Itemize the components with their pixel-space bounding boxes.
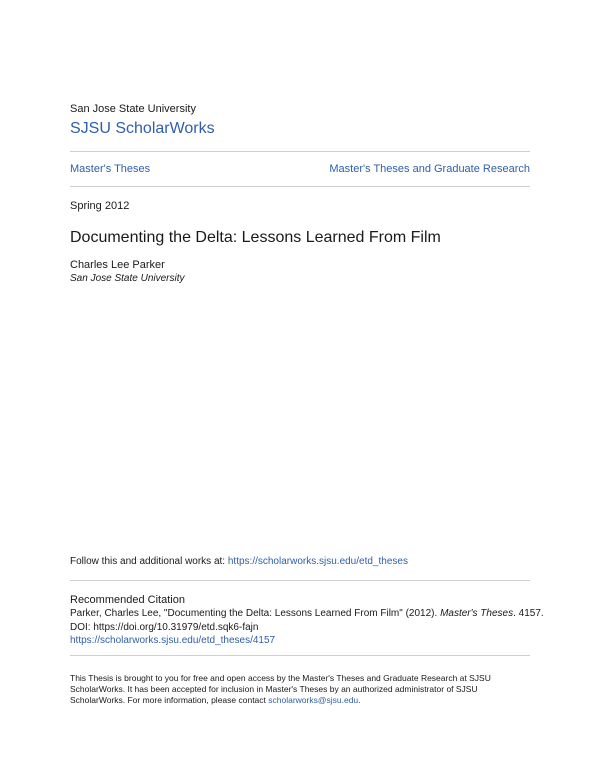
footer-line-3-prefix: ScholarWorks. For more information, please contact (70, 695, 269, 705)
follow-text: Follow this and additional works at: (70, 556, 228, 567)
institution-name: San Jose State University (70, 103, 196, 115)
author-affiliation: San Jose State University (70, 273, 185, 284)
document-title: Documenting the Delta: Lessons Learned From Film (70, 229, 441, 246)
citation-prefix: Parker, Charles Lee, "Documenting the Delta: Lessons Learned From Film" (2012). (70, 608, 441, 619)
footer-line-1: This Thesis is brought to you for free and open access by the Master's Theses and Graduate Research at SJSU (70, 673, 491, 683)
follow-url-link[interactable]: https://scholarworks.sjsu.edu/etd_theses (227, 556, 408, 567)
citation-series: Master's Theses (440, 608, 514, 619)
citation-text (70, 608, 544, 619)
breadcrumb-masters-theses-graduate-research[interactable]: Master's Theses and Graduate Research (329, 163, 530, 175)
contact-email-link[interactable]: scholarworks@sjsu.edu (268, 695, 359, 705)
divider-breadcrumbs (70, 186, 530, 187)
divider-top (70, 151, 530, 152)
citation-suffix: . 4157. (513, 608, 544, 619)
breadcrumb-masters-theses[interactable]: Master's Theses (70, 163, 151, 175)
citation-heading: Recommended Citation (70, 594, 185, 606)
footer-line-2: ScholarWorks. It has been accepted for inclusion in Master's Theses by an authorized administrator of SJSU (70, 684, 478, 694)
divider-footer (70, 655, 530, 656)
divider-citation (70, 580, 530, 581)
repository-link[interactable]: SJSU ScholarWorks (70, 120, 215, 137)
footer-line-3 (70, 695, 361, 705)
citation-url-link[interactable]: https://scholarworks.sjsu.edu/etd_theses/4157 (70, 635, 276, 646)
citation-doi: DOI: https://doi.org/10.31979/etd.sqk6-fajn (70, 622, 259, 633)
footer-line-3-suffix: . (358, 695, 361, 705)
follow-line (70, 556, 408, 567)
publication-date: Spring 2012 (70, 200, 130, 212)
author-name: Charles Lee Parker (70, 259, 165, 271)
